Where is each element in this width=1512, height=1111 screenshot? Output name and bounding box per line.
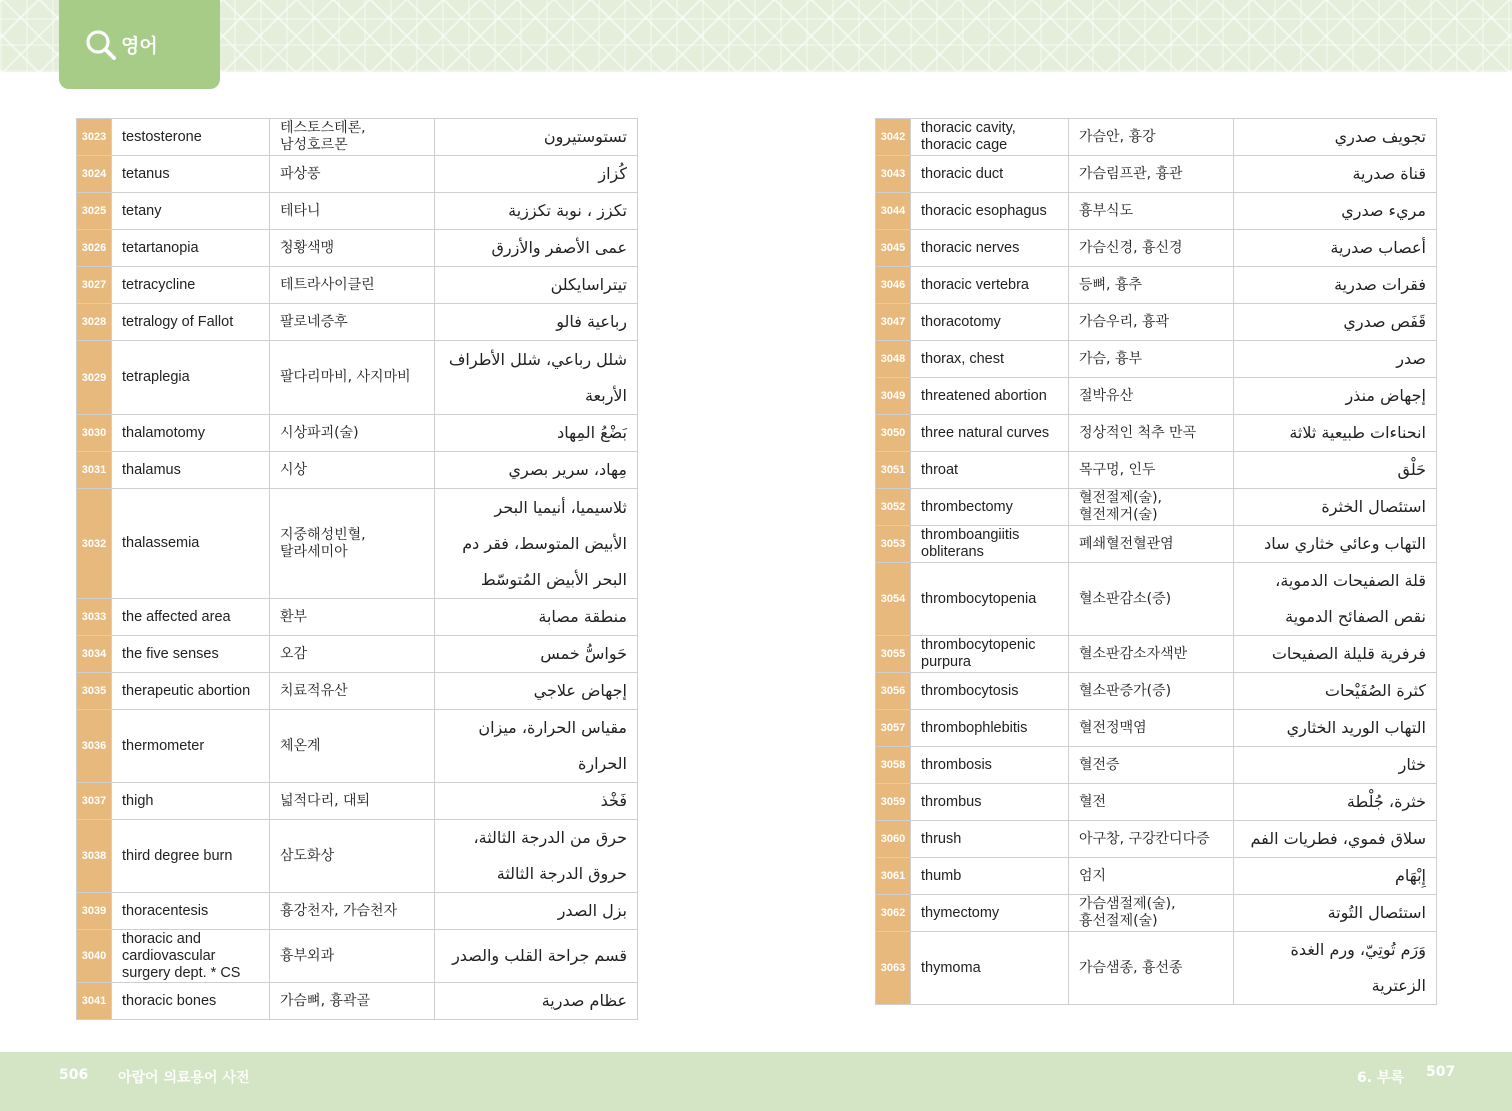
entry-number: 3039 — [77, 893, 112, 930]
english-term: thymoma — [911, 932, 1069, 1005]
entry-number: 3059 — [876, 784, 911, 821]
english-term: tetany — [112, 193, 270, 230]
entry-number: 3034 — [77, 636, 112, 673]
table-row — [77, 930, 638, 983]
entry-number: 3051 — [876, 452, 911, 489]
korean-term: 엄지 — [1069, 858, 1234, 895]
arabic-term: تستوستيرون — [435, 119, 638, 156]
search-icon — [83, 27, 119, 63]
entry-number: 3025 — [77, 193, 112, 230]
entry-number: 3056 — [876, 673, 911, 710]
korean-term: 목구멍, 인두 — [1069, 452, 1234, 489]
english-term: thalassemia — [112, 489, 270, 599]
table-row — [77, 267, 638, 304]
arabic-term: تجويف صدري — [1234, 119, 1437, 156]
korean-term: 혈전증 — [1069, 747, 1234, 784]
korean-term: 삼도화상 — [270, 820, 435, 893]
table-row — [876, 821, 1437, 858]
table-row — [876, 526, 1437, 563]
entry-number: 3043 — [876, 156, 911, 193]
table-row — [876, 563, 1437, 636]
right-page-number: 507 — [1426, 1064, 1456, 1080]
arabic-term: وَرَم تُوتِيّ، ورم الغدة الزعترية — [1234, 932, 1437, 1005]
table-row — [77, 304, 638, 341]
entry-number: 3040 — [77, 930, 112, 983]
english-term: thrombosis — [911, 747, 1069, 784]
entry-number: 3052 — [876, 489, 911, 526]
english-term: thermometer — [112, 710, 270, 783]
korean-term: 가슴신경, 흉신경 — [1069, 230, 1234, 267]
english-term: thorax, chest — [911, 341, 1069, 378]
arabic-term: حَواسُّ خمس — [435, 636, 638, 673]
tab-label: 영어 — [121, 35, 158, 57]
english-term: thigh — [112, 783, 270, 820]
entry-number: 3047 — [876, 304, 911, 341]
english-term: thrush — [911, 821, 1069, 858]
arabic-term: تيتراسايكلن — [435, 267, 638, 304]
table-row — [77, 820, 638, 893]
table-row — [77, 983, 638, 1020]
korean-term: 혈소판감소(증) — [1069, 563, 1234, 636]
arabic-term: عمى الأصفر والأزرق — [435, 230, 638, 267]
table-row — [876, 710, 1437, 747]
table-row — [77, 636, 638, 673]
entry-number: 3061 — [876, 858, 911, 895]
english-term: threatened abortion — [911, 378, 1069, 415]
arabic-term: إجهاض منذر — [1234, 378, 1437, 415]
entry-number: 3029 — [77, 341, 112, 415]
table-row — [876, 230, 1437, 267]
korean-term: 오감 — [270, 636, 435, 673]
table-row — [876, 304, 1437, 341]
korean-term: 가슴, 흉부 — [1069, 341, 1234, 378]
english-term: thoracic cavity, thoracic cage — [911, 119, 1069, 156]
korean-term: 혈전절제(술), 혈전제거(술) — [1069, 489, 1234, 526]
table-row — [77, 452, 638, 489]
entry-number: 3060 — [876, 821, 911, 858]
arabic-term: خثار — [1234, 747, 1437, 784]
arabic-term: حَلْق — [1234, 452, 1437, 489]
entry-number: 3046 — [876, 267, 911, 304]
english-term: tetartanopia — [112, 230, 270, 267]
english-term: thoracic nerves — [911, 230, 1069, 267]
arabic-term: كثرة الصُفَيْحات — [1234, 673, 1437, 710]
english-term: thumb — [911, 858, 1069, 895]
arabic-term: بَضْعُ المِهاد — [435, 415, 638, 452]
entry-number: 3035 — [77, 673, 112, 710]
english-term: thoracic vertebra — [911, 267, 1069, 304]
arabic-term: عظام صدرية — [435, 983, 638, 1020]
english-term: thoracentesis — [112, 893, 270, 930]
korean-term: 가슴림프관, 흉관 — [1069, 156, 1234, 193]
arabic-term: خثرة، جُلْطة — [1234, 784, 1437, 821]
english-term: thrombocytopenia — [911, 563, 1069, 636]
english-term: thrombophlebitis — [911, 710, 1069, 747]
table-row — [77, 710, 638, 783]
korean-term: 절박유산 — [1069, 378, 1234, 415]
korean-term: 체온계 — [270, 710, 435, 783]
korean-term: 팔로네증후 — [270, 304, 435, 341]
entry-number: 3023 — [77, 119, 112, 156]
arabic-term: مِهاد، سرير بصري — [435, 452, 638, 489]
arabic-term: بزل الصدر — [435, 893, 638, 930]
english-term: tetracycline — [112, 267, 270, 304]
korean-term: 파상풍 — [270, 156, 435, 193]
english-term: the five senses — [112, 636, 270, 673]
arabic-term: ثلاسيميا، أنيميا البحر الأبيض المتوسط، فقر دم البحر الأبيض المُتوسّط — [435, 489, 638, 599]
english-term: therapeutic abortion — [112, 673, 270, 710]
book-title: 아랍어 의료용어 사전 — [118, 1070, 250, 1086]
table-row — [876, 341, 1437, 378]
table-row — [77, 156, 638, 193]
arabic-term: فَخْذ — [435, 783, 638, 820]
korean-term: 테타니 — [270, 193, 435, 230]
arabic-term: كُزاز — [435, 156, 638, 193]
arabic-term: منطقة مصابة — [435, 599, 638, 636]
entry-number: 3042 — [876, 119, 911, 156]
entry-number: 3063 — [876, 932, 911, 1005]
korean-term: 아구창, 구강칸디다증 — [1069, 821, 1234, 858]
entry-number: 3028 — [77, 304, 112, 341]
entry-number: 3058 — [876, 747, 911, 784]
english-term: thrombus — [911, 784, 1069, 821]
table-row — [876, 784, 1437, 821]
entry-number: 3062 — [876, 895, 911, 932]
entry-number: 3054 — [876, 563, 911, 636]
entry-number: 3026 — [77, 230, 112, 267]
korean-term: 등뼈, 흉추 — [1069, 267, 1234, 304]
language-tab — [59, 0, 220, 89]
korean-term: 혈소판증가(증) — [1069, 673, 1234, 710]
entry-number: 3031 — [77, 452, 112, 489]
english-term: throat — [911, 452, 1069, 489]
arabic-term: انحناءات طبيعية ثلاثة — [1234, 415, 1437, 452]
korean-term: 가슴우리, 흉곽 — [1069, 304, 1234, 341]
entry-number: 3049 — [876, 378, 911, 415]
korean-term: 팔다리마비, 사지마비 — [270, 341, 435, 415]
arabic-term: حرق من الدرجة الثالثة، حروق الدرجة الثالثة — [435, 820, 638, 893]
english-term: thalamotomy — [112, 415, 270, 452]
english-term: three natural curves — [911, 415, 1069, 452]
korean-term: 가슴샘절제(술), 흉선절제(술) — [1069, 895, 1234, 932]
english-term: testosterone — [112, 119, 270, 156]
korean-term: 가슴샘종, 흉선종 — [1069, 932, 1234, 1005]
korean-term: 가슴안, 흉강 — [1069, 119, 1234, 156]
korean-term: 지중해성빈혈, 탈라세미아 — [270, 489, 435, 599]
arabic-term: إِبْهَام — [1234, 858, 1437, 895]
english-term: thymectomy — [911, 895, 1069, 932]
page-footer — [0, 1052, 1512, 1111]
korean-term: 흉강천자, 가슴천자 — [270, 893, 435, 930]
right-dictionary-table — [875, 118, 1437, 1005]
entry-number: 3045 — [876, 230, 911, 267]
table-row — [876, 452, 1437, 489]
arabic-term: استئصال الخثرة — [1234, 489, 1437, 526]
korean-term: 폐쇄혈전혈관염 — [1069, 526, 1234, 563]
left-page-number: 506 — [59, 1067, 89, 1083]
english-term: tetraplegia — [112, 341, 270, 415]
korean-term: 혈소판감소자색반 — [1069, 636, 1234, 673]
arabic-term: استئصال التُوتة — [1234, 895, 1437, 932]
english-term: thromboangiitis obliterans — [911, 526, 1069, 563]
english-term: thoracic duct — [911, 156, 1069, 193]
arabic-term: مقياس الحرارة، ميزان الحرارة — [435, 710, 638, 783]
korean-term: 흉부외과 — [270, 930, 435, 983]
table-row — [876, 932, 1437, 1005]
table-row — [876, 378, 1437, 415]
korean-term: 테스토스테론, 남성호르몬 — [270, 119, 435, 156]
arabic-term: رباعية فالو — [435, 304, 638, 341]
english-term: the affected area — [112, 599, 270, 636]
entry-number: 3033 — [77, 599, 112, 636]
header-pattern-band — [0, 0, 1512, 72]
korean-term: 시상파괴(술) — [270, 415, 435, 452]
arabic-term: فقرات صدرية — [1234, 267, 1437, 304]
arabic-term: إجهاض علاجي — [435, 673, 638, 710]
entry-number: 3044 — [876, 193, 911, 230]
entry-number: 3036 — [77, 710, 112, 783]
korean-term: 테트라사이클린 — [270, 267, 435, 304]
arabic-term: فرفرية قليلة الصفيحات — [1234, 636, 1437, 673]
korean-term: 청황색맹 — [270, 230, 435, 267]
korean-term: 치료적유산 — [270, 673, 435, 710]
entry-number: 3057 — [876, 710, 911, 747]
table-row — [876, 636, 1437, 673]
table-row — [876, 119, 1437, 156]
arabic-term: أعصاب صدرية — [1234, 230, 1437, 267]
table-row — [77, 415, 638, 452]
arabic-term: التهاب وعائي خثاري ساد — [1234, 526, 1437, 563]
arabic-term: صدر — [1234, 341, 1437, 378]
entry-number: 3037 — [77, 783, 112, 820]
arabic-term: شلل رباعي، شلل الأطراف الأربعة — [435, 341, 638, 415]
korean-term: 흉부식도 — [1069, 193, 1234, 230]
entry-number: 3038 — [77, 820, 112, 893]
entry-number: 3055 — [876, 636, 911, 673]
english-term: thoracotomy — [911, 304, 1069, 341]
entry-number: 3024 — [77, 156, 112, 193]
table-row — [77, 673, 638, 710]
arabic-term: قلة الصفيحات الدموية، نقص الصفائح الدموية — [1234, 563, 1437, 636]
korean-term: 환부 — [270, 599, 435, 636]
korean-term: 가슴뼈, 흉곽골 — [270, 983, 435, 1020]
table-row — [77, 783, 638, 820]
table-row — [77, 489, 638, 599]
english-term: tetanus — [112, 156, 270, 193]
section-title: 6. 부록 — [1357, 1070, 1404, 1086]
table-row — [876, 415, 1437, 452]
english-term: tetralogy of Fallot — [112, 304, 270, 341]
english-term: thrombectomy — [911, 489, 1069, 526]
arabic-term: قسم جراحة القلب والصدر — [435, 930, 638, 983]
table-row — [77, 893, 638, 930]
arabic-term: تكزز ، نوبة تكززية — [435, 193, 638, 230]
table-row — [876, 193, 1437, 230]
english-term: thrombocytopenic purpura — [911, 636, 1069, 673]
table-row — [876, 673, 1437, 710]
table-row — [876, 156, 1437, 193]
english-term: thoracic bones — [112, 983, 270, 1020]
english-term: thoracic esophagus — [911, 193, 1069, 230]
korean-term: 정상적인 척추 만곡 — [1069, 415, 1234, 452]
english-term: third degree burn — [112, 820, 270, 893]
table-row — [876, 747, 1437, 784]
entry-number: 3030 — [77, 415, 112, 452]
table-row — [876, 267, 1437, 304]
arabic-term: التهاب الوريد الخثاري — [1234, 710, 1437, 747]
english-term: thoracic and cardiovascular surgery dept. * CS — [112, 930, 270, 983]
table-row — [77, 119, 638, 156]
entry-number: 3032 — [77, 489, 112, 599]
table-row — [876, 489, 1437, 526]
table-row — [77, 599, 638, 636]
entry-number: 3050 — [876, 415, 911, 452]
left-dictionary-table — [76, 118, 638, 1020]
arabic-term: سلاق فموي، فطريات الفم — [1234, 821, 1437, 858]
arabic-term: قناة صدرية — [1234, 156, 1437, 193]
table-row — [876, 858, 1437, 895]
korean-term: 시상 — [270, 452, 435, 489]
table-row — [77, 193, 638, 230]
english-term: thrombocytosis — [911, 673, 1069, 710]
english-term: thalamus — [112, 452, 270, 489]
entry-number: 3027 — [77, 267, 112, 304]
entry-number: 3041 — [77, 983, 112, 1020]
table-row — [77, 341, 638, 415]
entry-number: 3053 — [876, 526, 911, 563]
entry-number: 3048 — [876, 341, 911, 378]
arabic-term: مريء صدري — [1234, 193, 1437, 230]
korean-term: 혈전정맥염 — [1069, 710, 1234, 747]
table-row — [876, 895, 1437, 932]
korean-term: 넓적다리, 대퇴 — [270, 783, 435, 820]
arabic-term: قَفَص صدري — [1234, 304, 1437, 341]
table-row — [77, 230, 638, 267]
korean-term: 혈전 — [1069, 784, 1234, 821]
